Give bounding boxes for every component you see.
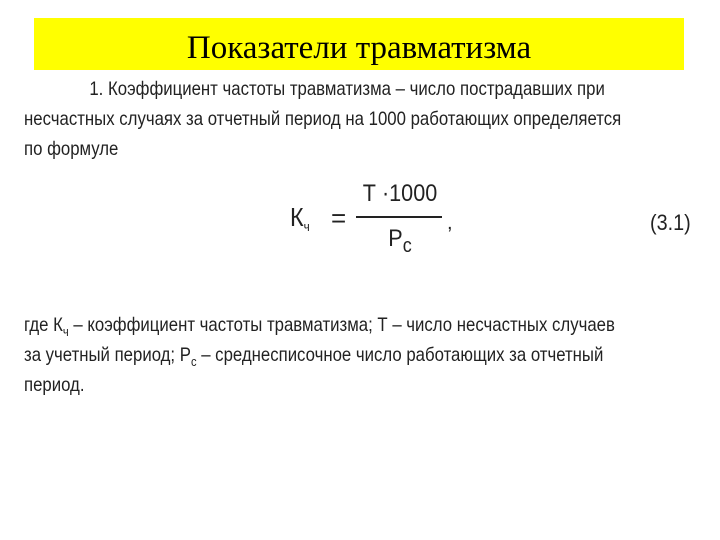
formula-lhs-symbol: К bbox=[290, 202, 304, 232]
explanation-line-3: период. bbox=[24, 374, 85, 396]
formula-denominator-subscript: с bbox=[402, 234, 412, 257]
formula-denominator bbox=[361, 225, 438, 258]
slide-title: Показатели травматизма bbox=[186, 29, 532, 66]
formula-denominator-symbol: Р bbox=[388, 225, 403, 252]
explanation-paragraph bbox=[24, 310, 615, 400]
fraction-bar bbox=[356, 216, 442, 218]
equation-number: (3.1) bbox=[650, 210, 691, 235]
definition-line-1: 1. Коэффициент частоты травматизма – число пострадавших при bbox=[89, 78, 605, 100]
title-banner bbox=[34, 18, 684, 70]
definition-line-2: несчастных случаях за отчетный период на 1000 работающих определяется bbox=[24, 108, 622, 130]
explanation-line-2-a: за учетный период; Р bbox=[24, 344, 191, 366]
explanation-line-2 bbox=[24, 340, 605, 370]
formula-lhs-subscript: ч bbox=[303, 219, 310, 234]
explanation-line-1-b: – коэффициент частоты травматизма; Т – число несчастных случаев bbox=[68, 314, 615, 336]
formula-numerator: Т ·1000 bbox=[362, 180, 438, 207]
formula-equals: = bbox=[331, 203, 347, 233]
explanation-line-1-a: где К bbox=[24, 314, 63, 336]
formula-lhs bbox=[290, 202, 310, 234]
explanation-line-1 bbox=[24, 310, 615, 340]
definition-line-3: по формуле bbox=[24, 138, 119, 160]
explanation-line-2-b: – среднесписочное число работающих за отчетный bbox=[196, 344, 604, 366]
explanation-line-1-sub: ч bbox=[62, 324, 69, 339]
formula bbox=[0, 180, 720, 270]
formula-comma: , bbox=[447, 212, 453, 234]
definition-paragraph bbox=[24, 74, 622, 164]
explanation-line-2-sub: с bbox=[190, 354, 197, 369]
